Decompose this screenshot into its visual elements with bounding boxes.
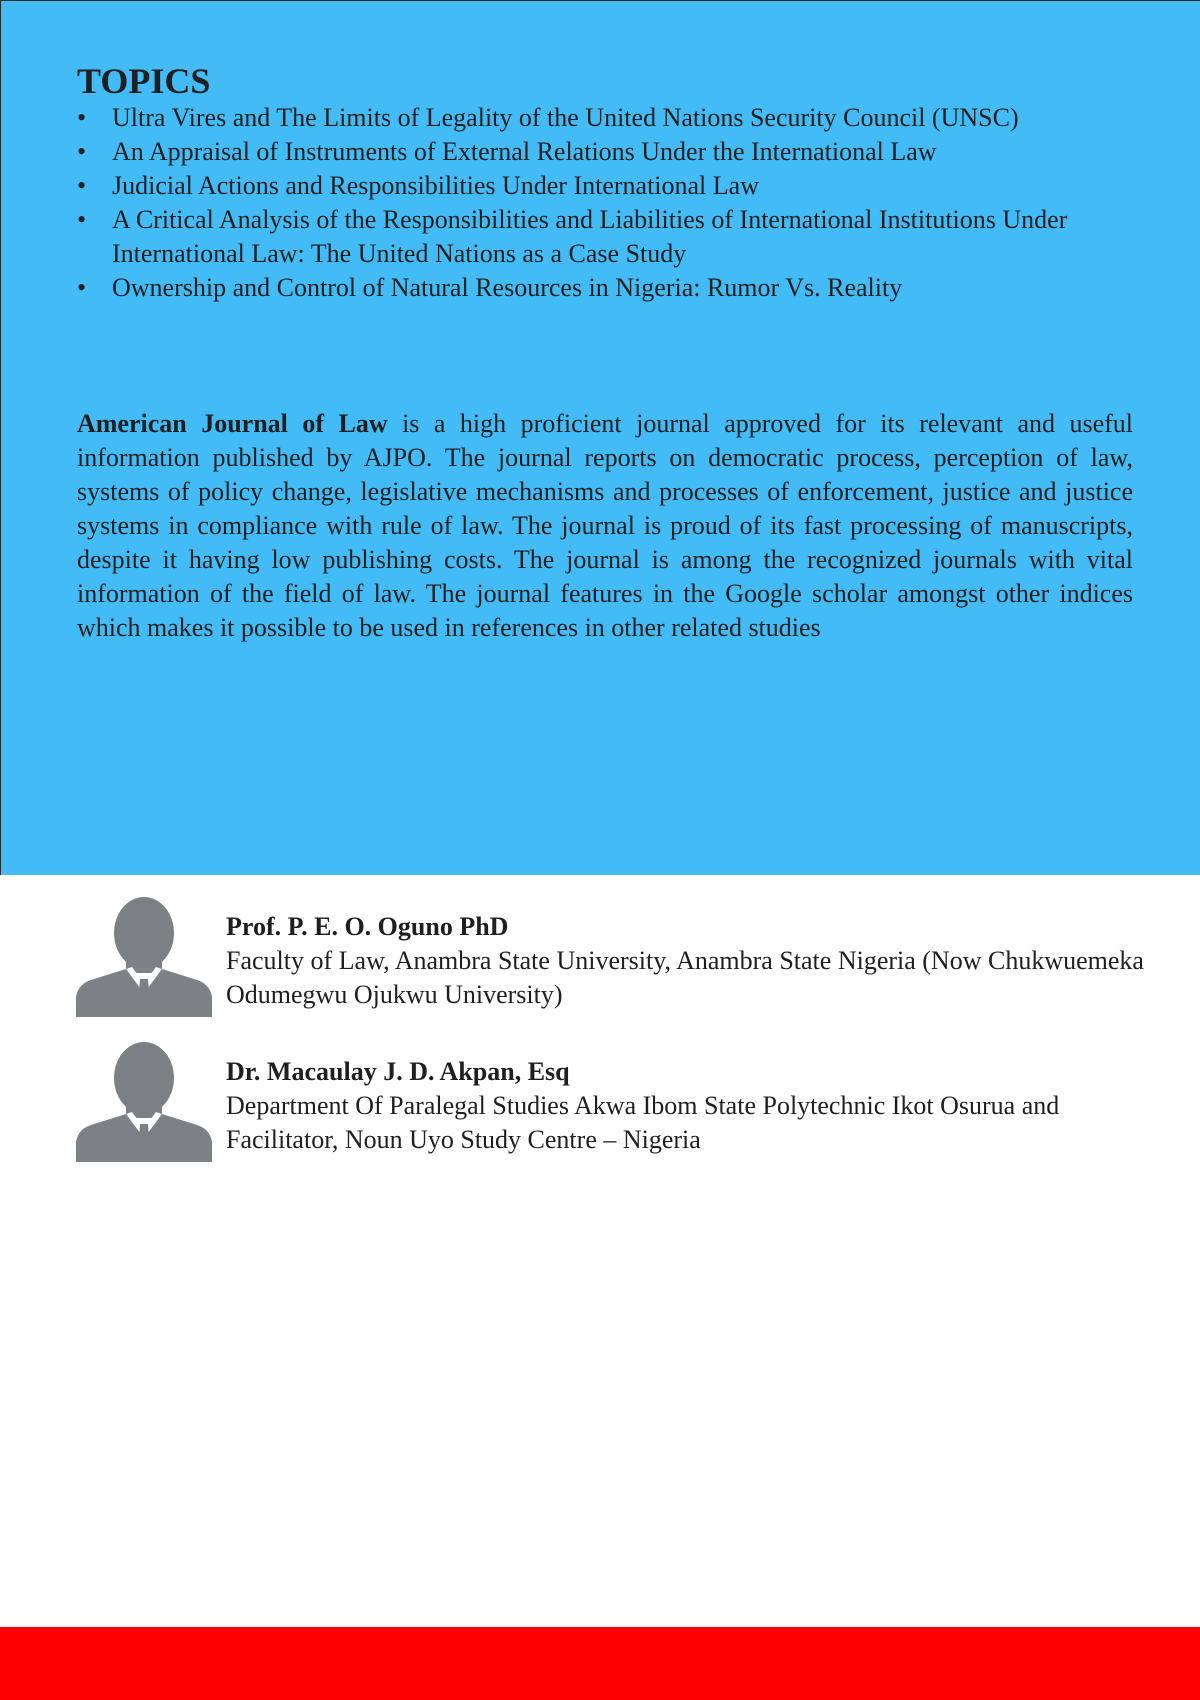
topic-item: [77, 101, 1137, 135]
topic-text: Ultra Vires and The Limits of Legality of the United Nations Security Council (UNSC): [112, 103, 1019, 132]
topic-text: Ownership and Control of Natural Resources in Nigeria: Rumor Vs. Reality: [112, 273, 903, 302]
topic-item: [77, 203, 1137, 271]
bullet-icon: •: [77, 273, 87, 302]
topic-item: [77, 169, 1137, 203]
author-name: Prof. P. E. O. Oguno PhD: [226, 912, 509, 941]
author-affiliation: Department Of Paralegal Studies Akwa Ibom State Polytechnic Ikot Osurua and Facilitator, Noun Uyo Study Centre – Nigeria: [226, 1091, 1060, 1154]
bullet-icon: •: [77, 137, 87, 166]
bullet-icon: •: [77, 103, 87, 132]
footer-band: [0, 1627, 1200, 1700]
author-name: Dr. Macaulay J. D. Akpan, Esq: [226, 1057, 570, 1086]
bullet-icon: •: [77, 171, 87, 200]
person-silhouette-icon: [76, 1040, 212, 1162]
bullet-icon: •: [77, 205, 87, 234]
journal-name: American Journal of Law: [77, 409, 388, 438]
topic-item: [77, 135, 1137, 169]
person-silhouette-icon: [76, 895, 212, 1017]
journal-description: [77, 407, 1133, 645]
topics-list: [77, 101, 1137, 305]
topic-item: [77, 271, 1137, 305]
journal-description-text: is a high proficient journal approved for its relevant and useful information published by AJPO. The journal reports on democratic process, perception of law, systems of policy change, legislative mechanisms and processes of enforcement, justice and justice systems in compliance with rule of law. The journal is proud of its fast processing of manuscripts, despite it having low publishing costs. The journal is among the recognized journals with vital information of the field of law. The journal features in the Google scholar amongst other indices which makes it possible to be used in references in other related studies: [77, 409, 1133, 642]
topic-text: Judicial Actions and Responsibilities Under International Law: [112, 171, 759, 200]
author-details: [226, 1055, 1146, 1157]
author-affiliation: Faculty of Law, Anambra State University, Anambra State Nigeria (Now Chukwuemeka Odumegwu Ojukwu University): [226, 946, 1144, 1009]
author-details: [226, 910, 1146, 1012]
topic-text: A Critical Analysis of the Responsibilities and Liabilities of International Institutions Under International Law: The United Nations as a Case Study: [112, 205, 1068, 268]
topics-heading: TOPICS: [77, 61, 211, 101]
topic-text: An Appraisal of Instruments of External Relations Under the International Law: [112, 137, 937, 166]
